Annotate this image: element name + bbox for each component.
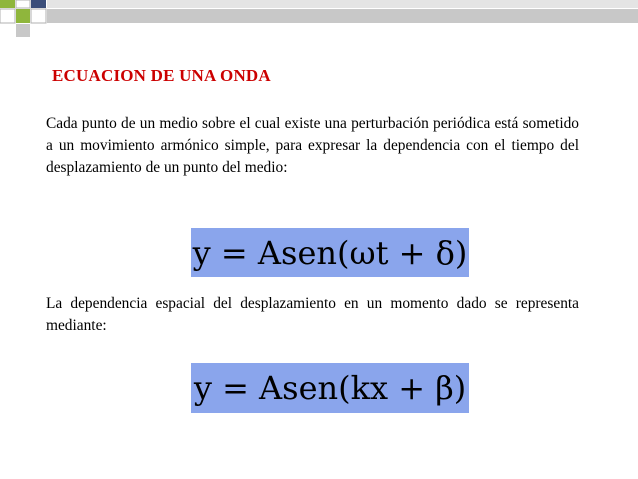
equation-spatial-wave: y = Asen(kx + β) (191, 363, 469, 413)
paragraph-time-dependence: Cada punto de un medio sobre el cual existe una perturbación periódica está sometido a un movimiento armónico simple, para expresar la dependencia con el tiempo del desplazamiento de un punto del medio: (46, 115, 579, 176)
paragraph-spatial-dependence: La dependencia espacial del desplazamiento en un momento dado se representa mediante: (46, 295, 579, 334)
slide-title: ECUACION DE UNA ONDA (52, 66, 271, 85)
equation-time-wave: y = Asen(ωt + δ) (191, 228, 469, 277)
header-decoration (0, 0, 638, 40)
